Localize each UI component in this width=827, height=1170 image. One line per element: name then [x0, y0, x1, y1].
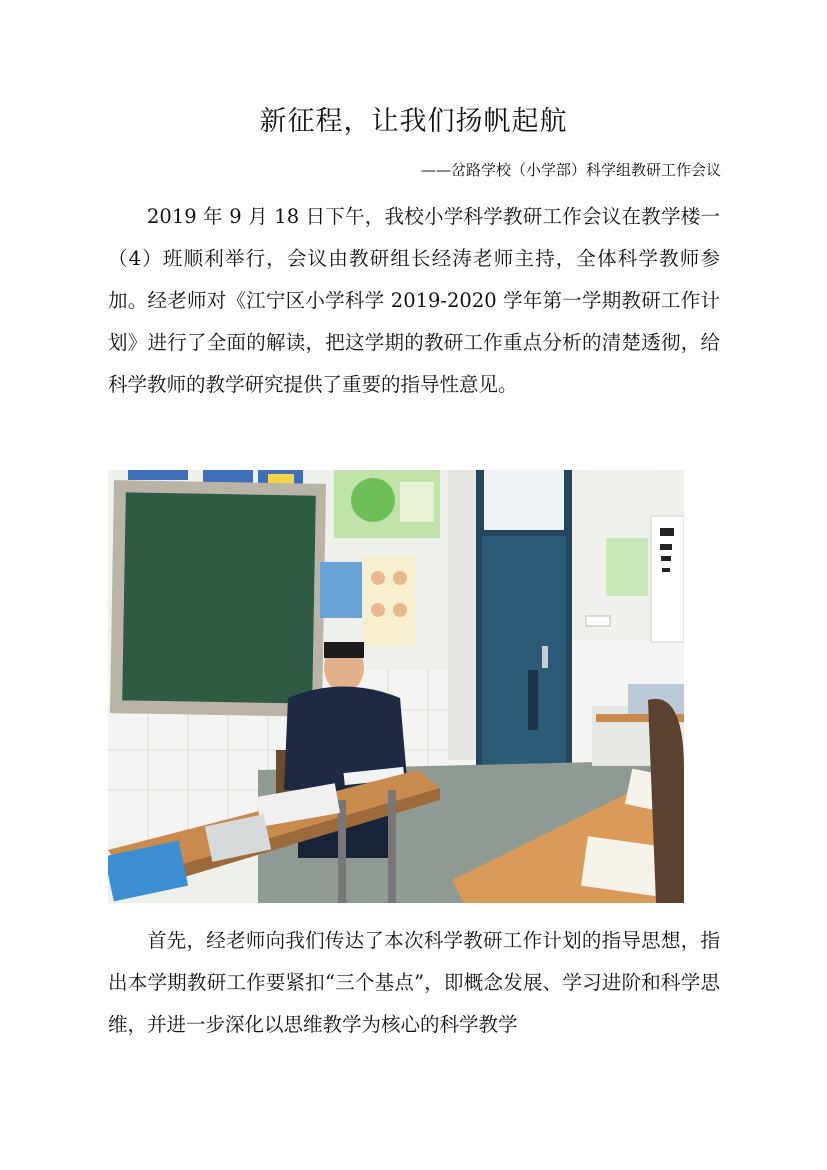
meeting-photo [108, 470, 684, 903]
paragraph-2: 首先，经老师向我们传达了本次科学教研工作计划的指导思想，指出本学期教研工作要紧扣“三个基点”，即概念发展、学习进阶和科学思维，并进一步深化以思维教学为核心的科学教学 [108, 929, 720, 1036]
blackboard [110, 480, 326, 717]
page-subtitle: ——岔路学校（小学部）科学组教研工作会议 [420, 161, 721, 179]
page-title: 新征程，让我们扬帆起航 [259, 106, 568, 137]
classroom-door [476, 470, 572, 770]
paragraph-1: 2019 年 9 月 18 日下午，我校小学科学教研工作会议在教学楼一（4）班顺利举行，会议由教研组长经涛老师主持，全体科学教师参加。经老师对《江宁区小学科学 2019-2020 学年第一学期教研工作计划》进行了全面的解读，把这学期的教研工作重点分析的清楚透彻，给科学教师的教学研究提供了重要的指导性意见。 [108, 205, 720, 396]
